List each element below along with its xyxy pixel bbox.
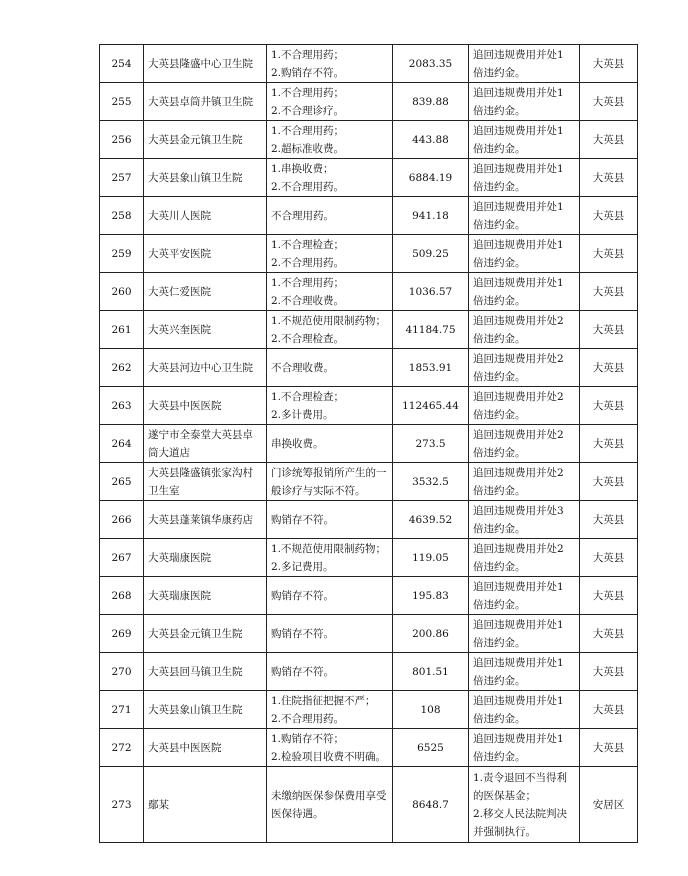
violation-issue xyxy=(267,691,393,729)
violation-issue xyxy=(267,45,393,83)
violation-issue xyxy=(267,501,393,539)
table-row xyxy=(100,691,638,729)
violation-issue xyxy=(267,653,393,691)
institution-name: 大英县象山镇卫生院 xyxy=(144,159,267,197)
violations-table-body xyxy=(100,45,638,843)
penalty-measure-line: 倍违约金。 xyxy=(473,66,526,79)
violation-issue-line: 2.不合理诊疗。 xyxy=(271,104,345,117)
region: 安居区 xyxy=(580,767,638,843)
penalty-measure xyxy=(469,729,580,767)
penalty-measure xyxy=(469,425,580,463)
table-row xyxy=(100,349,638,387)
region: 大英县 xyxy=(580,539,638,577)
violation-issue xyxy=(267,235,393,273)
penalty-measure xyxy=(469,121,580,159)
violation-issue-line: 不合理用药。 xyxy=(271,209,334,222)
penalty-measure-line: 倍违约金。 xyxy=(473,446,526,459)
violation-issue-line: 1.不合理用药； xyxy=(271,86,345,99)
violation-issue-line: 1.不规范使用限制药物； xyxy=(271,542,387,555)
violation-amount: 443.88 xyxy=(393,121,469,159)
violation-issue-line: 1.不合理检查； xyxy=(271,238,345,251)
table-row xyxy=(100,45,638,83)
row-number: 269 xyxy=(100,615,144,653)
institution-name: 大英县中医医院 xyxy=(144,387,267,425)
violation-issue-line: 2.不合理用药。 xyxy=(271,256,345,269)
penalty-measure-line: 追回违规费用并处1 xyxy=(473,48,564,61)
violation-issue-line: 1.不合理用药； xyxy=(271,276,345,289)
penalty-measure xyxy=(469,83,580,121)
table-row xyxy=(100,729,638,767)
violation-issue-line: 2.超标准收费。 xyxy=(271,142,345,155)
region: 大英县 xyxy=(580,311,638,349)
violation-issue-line: 2.购销存不符。 xyxy=(271,66,345,79)
violation-issue xyxy=(267,159,393,197)
violation-issue xyxy=(267,273,393,311)
institution-name-line: 遂宁市全泰堂大英县卓 xyxy=(148,428,253,441)
violation-issue-line: 2.多计费用。 xyxy=(271,408,334,421)
penalty-measure-line: 倍违约金。 xyxy=(473,598,526,611)
region: 大英县 xyxy=(580,463,638,501)
penalty-measure-line: 1.责令退回不当得利 xyxy=(473,771,568,784)
region: 大英县 xyxy=(580,653,638,691)
institution-name-line: 大英县隆盛镇张家沟村 xyxy=(148,466,253,479)
violations-table xyxy=(99,44,638,843)
row-number: 273 xyxy=(100,767,144,843)
region: 大英县 xyxy=(580,577,638,615)
table-row xyxy=(100,653,638,691)
penalty-measure-line: 倍违约金。 xyxy=(473,370,526,383)
row-number: 268 xyxy=(100,577,144,615)
penalty-measure-line: 倍违约金。 xyxy=(473,750,526,763)
region: 大英县 xyxy=(580,121,638,159)
penalty-measure-line: 追回违规费用并处1 xyxy=(473,732,564,745)
penalty-measure-line: 倍违约金。 xyxy=(473,408,526,421)
violation-amount: 509.25 xyxy=(393,235,469,273)
violation-issue xyxy=(267,577,393,615)
penalty-measure-line: 倍违约金。 xyxy=(473,180,526,193)
penalty-measure-line: 倍违约金。 xyxy=(473,332,526,345)
penalty-measure xyxy=(469,273,580,311)
violation-issue xyxy=(267,539,393,577)
violation-amount: 119.05 xyxy=(393,539,469,577)
row-number: 266 xyxy=(100,501,144,539)
penalty-measure-line: 追回违规费用并处2 xyxy=(473,390,564,403)
row-number: 270 xyxy=(100,653,144,691)
penalty-measure-line: 倍违约金。 xyxy=(473,712,526,725)
violation-amount: 2083.35 xyxy=(393,45,469,83)
penalty-measure-line: 2.移交人民法院判决 xyxy=(473,807,568,820)
table-row xyxy=(100,121,638,159)
violation-amount: 839.88 xyxy=(393,83,469,121)
region: 大英县 xyxy=(580,273,638,311)
penalty-measure-line: 倍违约金。 xyxy=(473,674,526,687)
violation-issue-line: 2.多记费用。 xyxy=(271,560,334,573)
violation-issue-line: 2.不合理用药。 xyxy=(271,180,345,193)
region: 大英县 xyxy=(580,615,638,653)
penalty-measure-line: 追回违规费用并处1 xyxy=(473,276,564,289)
penalty-measure-line: 并强制执行。 xyxy=(473,825,536,838)
violation-issue-line: 1.购销存不符； xyxy=(271,732,345,745)
institution-name xyxy=(144,425,267,463)
penalty-measure xyxy=(469,691,580,729)
institution-name: 大英县回马镇卫生院 xyxy=(144,653,267,691)
violation-amount: 1853.91 xyxy=(393,349,469,387)
institution-name: 鄢某 xyxy=(144,767,267,843)
table-row xyxy=(100,615,638,653)
violation-amount: 273.5 xyxy=(393,425,469,463)
penalty-measure xyxy=(469,311,580,349)
row-number: 259 xyxy=(100,235,144,273)
violation-amount: 3532.5 xyxy=(393,463,469,501)
penalty-measure-line: 的医保基金； xyxy=(473,789,536,802)
region: 大英县 xyxy=(580,159,638,197)
violation-amount: 112465.44 xyxy=(393,387,469,425)
region: 大英县 xyxy=(580,425,638,463)
institution-name: 大英仁爱医院 xyxy=(144,273,267,311)
penalty-measure-line: 追回违规费用并处2 xyxy=(473,314,564,327)
table-row xyxy=(100,273,638,311)
table-row xyxy=(100,159,638,197)
violation-issue-line: 2.检验项目收费不明确。 xyxy=(271,750,387,763)
penalty-measure-line: 追回违规费用并处1 xyxy=(473,162,564,175)
penalty-measure-line: 倍违约金。 xyxy=(473,218,526,231)
table-row xyxy=(100,767,638,843)
row-number: 258 xyxy=(100,197,144,235)
institution-name xyxy=(144,463,267,501)
institution-name: 大英瑞康医院 xyxy=(144,577,267,615)
institution-name: 大英瑞康医院 xyxy=(144,539,267,577)
row-number: 267 xyxy=(100,539,144,577)
violation-issue-line: 门诊统筹报销所产生的一 xyxy=(271,466,387,479)
region: 大英县 xyxy=(580,197,638,235)
row-number: 254 xyxy=(100,45,144,83)
table-row xyxy=(100,577,638,615)
penalty-measure-line: 追回违规费用并处1 xyxy=(473,124,564,137)
penalty-measure xyxy=(469,159,580,197)
violation-issue xyxy=(267,387,393,425)
row-number: 262 xyxy=(100,349,144,387)
violation-issue-line: 1.串换收费； xyxy=(271,162,334,175)
violation-issue-line: 购销存不符。 xyxy=(271,513,334,526)
penalty-measure-line: 倍违约金。 xyxy=(473,522,526,535)
table-row xyxy=(100,387,638,425)
violation-issue xyxy=(267,729,393,767)
penalty-measure-line: 追回违规费用并处1 xyxy=(473,86,564,99)
violation-issue-line: 般诊疗与实际不符。 xyxy=(271,484,366,497)
violation-issue-line: 1.不合理用药； xyxy=(271,124,345,137)
violation-issue-line: 不合理收费。 xyxy=(271,361,334,374)
violation-issue xyxy=(267,615,393,653)
region: 大英县 xyxy=(580,235,638,273)
violation-amount: 195.83 xyxy=(393,577,469,615)
penalty-measure-line: 倍违约金。 xyxy=(473,294,526,307)
penalty-measure-line: 倍违约金。 xyxy=(473,104,526,117)
region: 大英县 xyxy=(580,691,638,729)
penalty-measure xyxy=(469,235,580,273)
penalty-measure xyxy=(469,539,580,577)
row-number: 272 xyxy=(100,729,144,767)
penalty-measure-line: 追回违规费用并处1 xyxy=(473,238,564,251)
table-row xyxy=(100,539,638,577)
violation-issue-line: 串换收费。 xyxy=(271,437,324,450)
violation-amount: 1036.57 xyxy=(393,273,469,311)
penalty-measure-line: 追回违规费用并处2 xyxy=(473,466,564,479)
violation-issue xyxy=(267,197,393,235)
region: 大英县 xyxy=(580,729,638,767)
region: 大英县 xyxy=(580,349,638,387)
region: 大英县 xyxy=(580,501,638,539)
violation-issue xyxy=(267,463,393,501)
penalty-measure-line: 追回违规费用并处3 xyxy=(473,504,564,517)
violation-amount: 108 xyxy=(393,691,469,729)
row-number: 263 xyxy=(100,387,144,425)
violation-issue-line: 购销存不符。 xyxy=(271,589,334,602)
penalty-measure xyxy=(469,349,580,387)
violation-issue xyxy=(267,349,393,387)
table-row xyxy=(100,501,638,539)
region: 大英县 xyxy=(580,387,638,425)
violation-issue xyxy=(267,311,393,349)
institution-name: 大英县中医医院 xyxy=(144,729,267,767)
penalty-measure xyxy=(469,653,580,691)
table-row xyxy=(100,425,638,463)
penalty-measure-line: 追回违规费用并处2 xyxy=(473,352,564,365)
violation-amount: 4639.52 xyxy=(393,501,469,539)
institution-name-line: 卫生室 xyxy=(148,484,180,497)
penalty-measure xyxy=(469,615,580,653)
table-row xyxy=(100,83,638,121)
penalty-measure xyxy=(469,387,580,425)
penalty-measure-line: 追回违规费用并处1 xyxy=(473,618,564,631)
table-row xyxy=(100,235,638,273)
violation-amount: 41184.75 xyxy=(393,311,469,349)
penalty-measure xyxy=(469,45,580,83)
penalty-measure xyxy=(469,197,580,235)
institution-name: 大英县金元镇卫生院 xyxy=(144,121,267,159)
violation-issue xyxy=(267,767,393,843)
violation-amount: 801.51 xyxy=(393,653,469,691)
institution-name: 大英兴奎医院 xyxy=(144,311,267,349)
penalty-measure-line: 追回违规费用并处1 xyxy=(473,580,564,593)
table-row xyxy=(100,311,638,349)
row-number: 257 xyxy=(100,159,144,197)
violation-issue xyxy=(267,121,393,159)
violation-issue-line: 2.不合理收费。 xyxy=(271,294,345,307)
penalty-measure xyxy=(469,767,580,843)
violation-amount: 8648.7 xyxy=(393,767,469,843)
violation-issue xyxy=(267,83,393,121)
violation-issue-line: 未缴纳医保参保费用享受 xyxy=(271,789,387,802)
row-number: 265 xyxy=(100,463,144,501)
violation-issue-line: 购销存不符。 xyxy=(271,665,334,678)
penalty-measure-line: 倍违约金。 xyxy=(473,142,526,155)
penalty-measure-line: 倍违约金。 xyxy=(473,484,526,497)
penalty-measure-line: 追回违规费用并处2 xyxy=(473,428,564,441)
row-number: 255 xyxy=(100,83,144,121)
institution-name: 大英县隆盛中心卫生院 xyxy=(144,45,267,83)
region: 大英县 xyxy=(580,83,638,121)
violation-issue xyxy=(267,425,393,463)
penalty-measure xyxy=(469,577,580,615)
violation-issue-line: 1.住院指征把握不严； xyxy=(271,694,376,707)
penalty-measure xyxy=(469,463,580,501)
institution-name: 大英县卓筒井镇卫生院 xyxy=(144,83,267,121)
violation-issue-line: 2.不合理用药。 xyxy=(271,712,345,725)
penalty-measure-line: 追回违规费用并处2 xyxy=(473,542,564,555)
row-number: 261 xyxy=(100,311,144,349)
row-number: 264 xyxy=(100,425,144,463)
violation-issue-line: 1.不合理用药； xyxy=(271,48,345,61)
institution-name: 大英县蓬莱镇华康药店 xyxy=(144,501,267,539)
row-number: 260 xyxy=(100,273,144,311)
penalty-measure-line: 倍违约金。 xyxy=(473,560,526,573)
violation-amount: 6884.19 xyxy=(393,159,469,197)
violation-issue-line: 医保待遇。 xyxy=(271,807,324,820)
penalty-measure-line: 倍违约金。 xyxy=(473,256,526,269)
violation-issue-line: 1.不规范使用限制药物； xyxy=(271,314,387,327)
row-number: 271 xyxy=(100,691,144,729)
violation-issue-line: 1.不合理检查； xyxy=(271,390,345,403)
violation-amount: 6525 xyxy=(393,729,469,767)
institution-name: 大英县象山镇卫生院 xyxy=(144,691,267,729)
table-row xyxy=(100,197,638,235)
region: 大英县 xyxy=(580,45,638,83)
violation-amount: 200.86 xyxy=(393,615,469,653)
violation-issue-line: 2.不合理检查。 xyxy=(271,332,345,345)
row-number: 256 xyxy=(100,121,144,159)
violation-amount: 941.18 xyxy=(393,197,469,235)
table-row xyxy=(100,463,638,501)
institution-name: 大英县金元镇卫生院 xyxy=(144,615,267,653)
penalty-measure xyxy=(469,501,580,539)
penalty-measure-line: 追回违规费用并处1 xyxy=(473,694,564,707)
violation-issue-line: 购销存不符。 xyxy=(271,627,334,640)
penalty-measure-line: 追回违规费用并处1 xyxy=(473,200,564,213)
penalty-measure-line: 倍违约金。 xyxy=(473,636,526,649)
institution-name: 大英川人医院 xyxy=(144,197,267,235)
institution-name-line: 筒大道店 xyxy=(148,446,190,459)
institution-name: 大英平安医院 xyxy=(144,235,267,273)
institution-name: 大英县河边中心卫生院 xyxy=(144,349,267,387)
penalty-measure-line: 追回违规费用并处1 xyxy=(473,656,564,669)
